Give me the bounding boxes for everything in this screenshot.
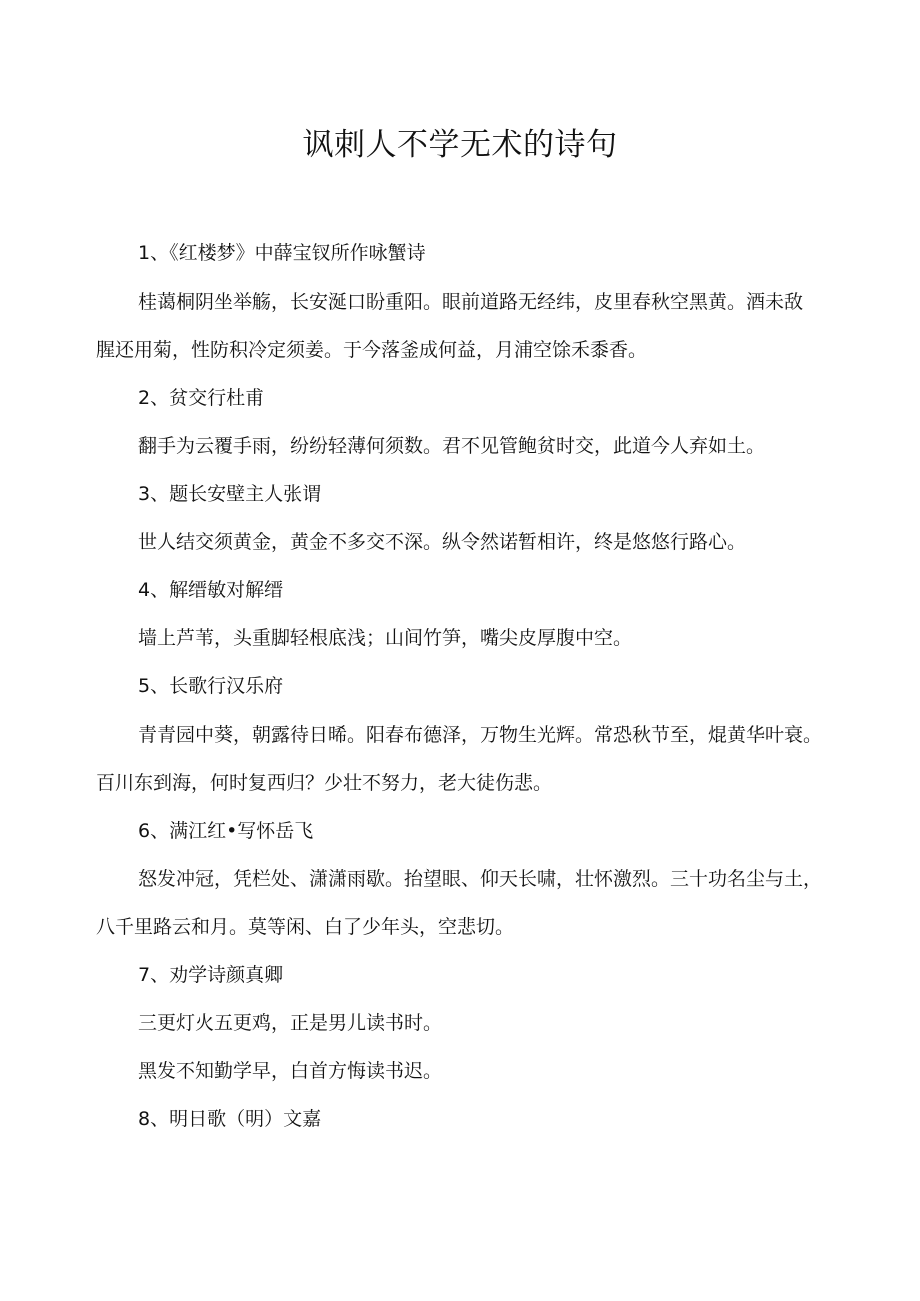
poem-line: 三更灯火五更鸡，正是男儿读书时。 bbox=[138, 1012, 443, 1034]
poem-line: 世人结交须黄金，黄金不多交不深。纵令然诺暂相许，终是悠悠行路心。 bbox=[138, 531, 747, 553]
poem-line: 黑发不知勤学早，白首方悔读书迟。 bbox=[138, 1060, 443, 1082]
poem-line: 墙上芦苇，头重脚轻根底浅；山间竹笋，嘴尖皮厚腹中空。 bbox=[138, 627, 633, 649]
section-heading-1: 1、《红楼梦》中薛宝钗所作咏蟹诗 bbox=[138, 242, 426, 264]
poem-line: 桂蔼桐阴坐举觞，长安涎口盼重阳。眼前道路无经纬，皮里春秋空黑黄。酒未敌 bbox=[138, 291, 804, 313]
section-heading-8: 8、明日歌（明）文嘉 bbox=[138, 1108, 322, 1130]
section-heading-2: 2、贫交行杜甫 bbox=[138, 387, 265, 409]
section-heading-7: 7、劝学诗颜真卿 bbox=[138, 964, 284, 986]
document-title: 讽刺人不学无术的诗句 bbox=[302, 127, 618, 163]
poem-line: 青青园中葵，朝露待日晞。阳春布德泽，万物生光辉。常恐秋节至，焜黄华叶衰。 bbox=[138, 724, 823, 746]
section-heading-4: 4、解缙敏对解缙 bbox=[138, 579, 284, 601]
poem-line: 怒发冲冠，凭栏处、潇潇雨歇。抬望眼、仰天长啸，壮怀激烈。三十功名尘与土， bbox=[138, 868, 823, 890]
poem-line: 百川东到海，何时复西归？少壮不努力，老大徒伤悲。 bbox=[96, 772, 553, 794]
section-heading-5: 5、长歌行汉乐府 bbox=[138, 675, 284, 697]
poem-line: 翻手为云覆手雨，纷纷轻薄何须数。君不见管鲍贫时交，此道今人弃如土。 bbox=[138, 435, 766, 457]
poem-line: 腥还用菊，性防积冷定须姜。于今落釜成何益，月浦空馀禾黍香。 bbox=[96, 339, 648, 361]
poem-line: 八千里路云和月。莫等闲、白了少年头，空悲切。 bbox=[96, 916, 515, 938]
section-heading-6: 6、满江红•写怀岳飞 bbox=[138, 820, 314, 842]
section-heading-3: 3、题长安壁主人张谓 bbox=[138, 483, 322, 505]
